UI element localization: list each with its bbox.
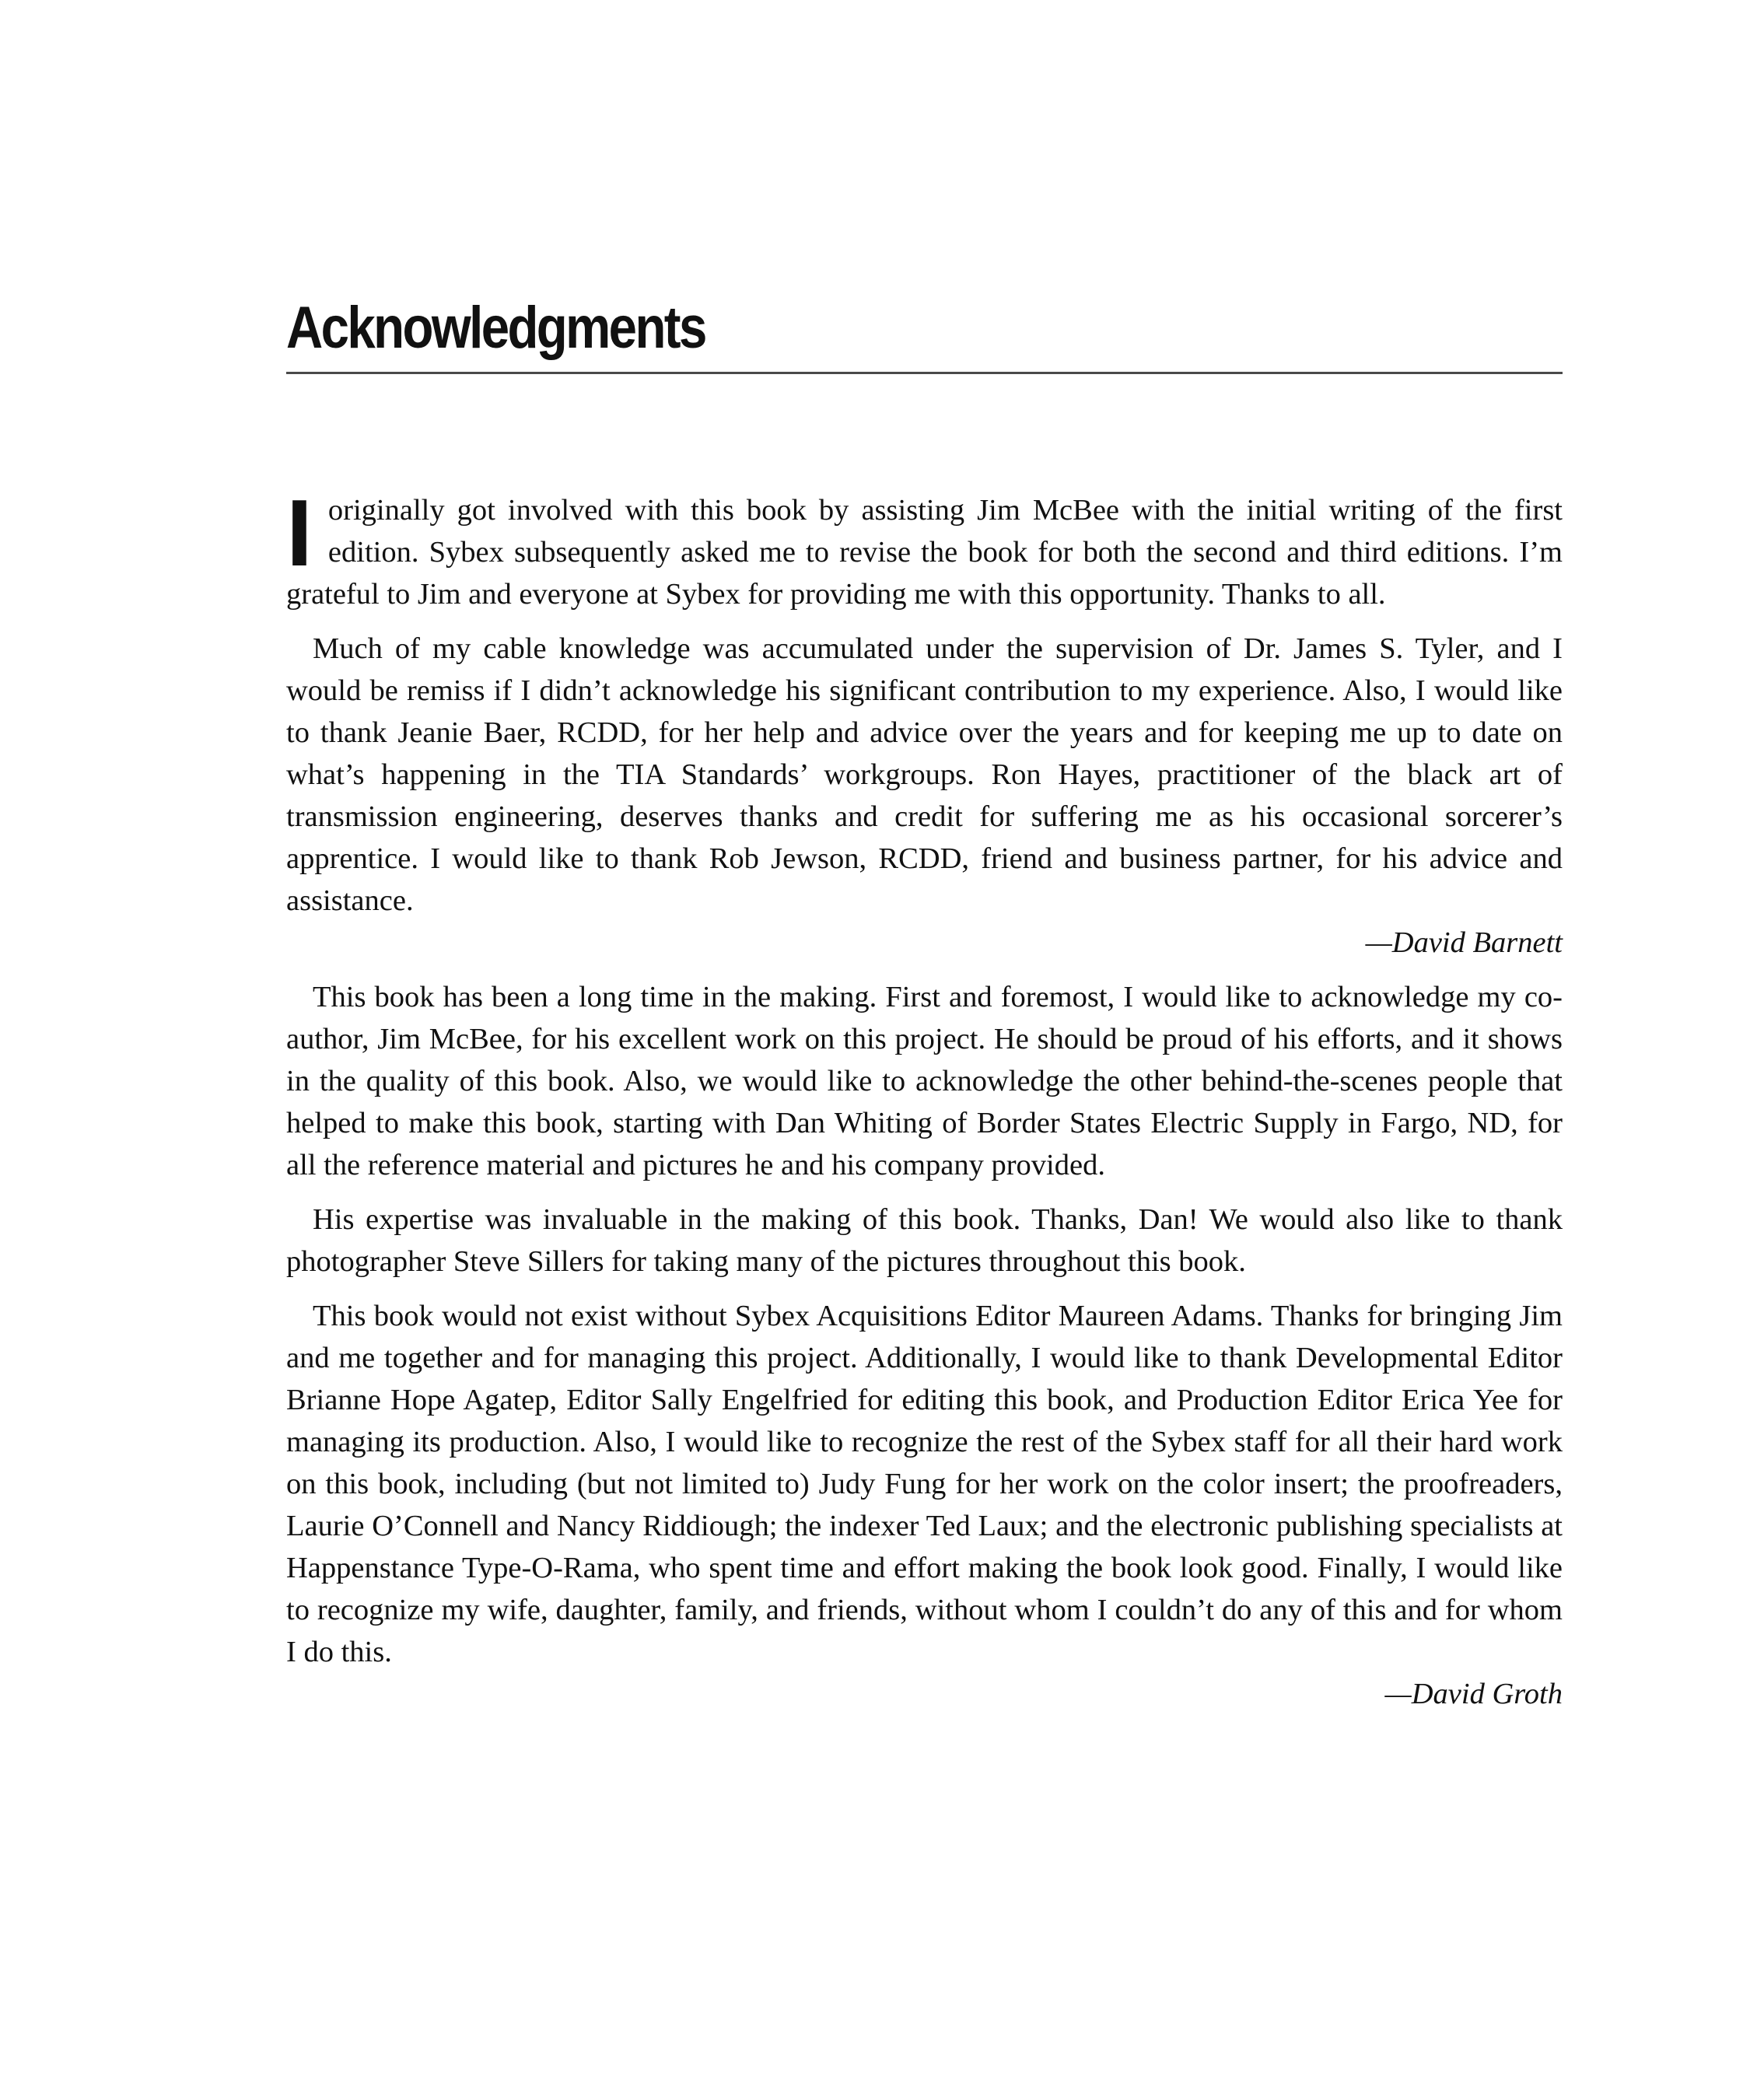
signature-david-barnett: —David Barnett [1365, 926, 1563, 959]
paragraph-5: This book would not exist without Sybex Acquisitions Editor Maureen Adams. Thanks for bringing Jim and me together and for managing this project. Additionally, I would like to thank Developmental Editor Brianne Hope Agatep, Editor Sally Engelfried for editing this book, and Production Editor Erica Yee for managing its production. Also, I would like to recognize the rest of the Sybex staff for all their hard work on this book, including (but not limited to) Judy Fung for her work on the color insert; the proofreaders, Laurie O’Connell and Nancy Riddiough; the indexer Ted Laux; and the electronic publishing specialists at Happenstance Type-O-Rama, who spent time and effort making the book look good. Finally, I would like to recognize my wife, daughter, family, and friends, without whom I couldn’t do any of this and for whom I do this. [286, 1300, 1563, 1668]
title-rule [286, 372, 1563, 374]
paragraph-2: Much of my cable knowledge was accumulated under the supervision of Dr. James S. Tyler, and I would be remiss if I didn’t acknowledge his significant contribution to my experience. Also, I would like to thank Jeanie Baer, RCDD, for her help and advice over the years and for keeping me up to date on what’s happening in the TIA Standards’ workgroups. Ron Hayes, practitioner of the black art of transmission engineering, deserves thanks and credit for suffering me as his occasional sorcerer’s apprentice. I would like to thank Rob Jewson, RCDD, friend and business partner, for his advice and assistance. [286, 632, 1563, 917]
acknowledgments-page [286, 295, 1563, 1727]
page-title: Acknowledgments [286, 295, 705, 361]
paragraph-1 [286, 480, 1563, 615]
drop-cap: I [286, 480, 313, 586]
signature-david-groth: —David Groth [1384, 1678, 1563, 1710]
acknowledgments-body [286, 480, 1563, 1715]
paragraph-4: His expertise was invaluable in the making of this book. Thanks, Dan! We would also like to thank photographer Steve Sillers for taking many of the pictures throughout this book. [286, 1203, 1563, 1278]
paragraph-1-text: originally got involved with this book by assisting Jim McBee with the initial writing of the first edition. Sybex subsequently asked me to revise the book for both the second and third editions. I’m grateful to Jim and everyone at Sybex for providing me with this opportunity. Thanks to all. [286, 494, 1563, 611]
paragraph-3: This book has been a long time in the making. First and foremost, I would like to acknowledge my co-author, Jim McBee, for his excellent work on this project. He should be proud of his efforts, and it shows in the quality of this book. Also, we would like to acknowledge the other behind-the-scenes people that helped to make this book, starting with Dan Whiting of Border States Electric Supply in Fargo, ND, for all the reference material and pictures he and his company provided. [286, 981, 1563, 1181]
